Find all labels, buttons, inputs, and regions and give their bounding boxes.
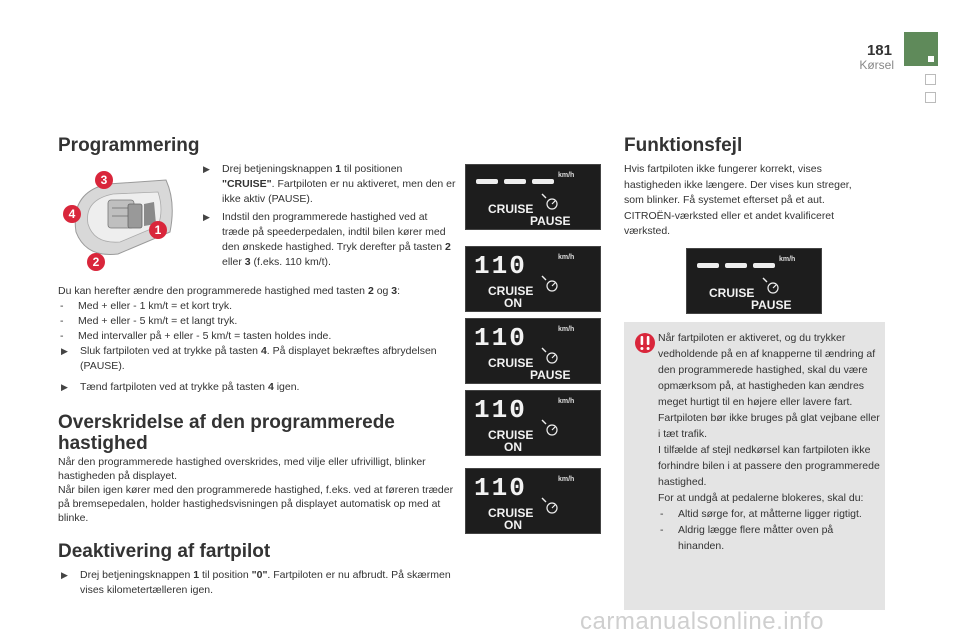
cruise-display-panel	[465, 468, 601, 534]
speed-dashes	[697, 263, 775, 268]
cruise-label: CRUISE	[488, 428, 534, 442]
watermark: carmanualsonline.info	[580, 608, 824, 635]
programmering-steps	[200, 162, 456, 270]
exclamation-icon	[634, 332, 656, 354]
cruise-display-panel	[686, 248, 822, 314]
speed-value: 110	[474, 395, 527, 425]
cruise-display-panel	[465, 390, 601, 456]
tab-mark	[928, 56, 934, 62]
state-label: ON	[504, 296, 522, 310]
triangle-bullet-icon: ▶	[61, 570, 68, 580]
list-item: ▶ Sluk fartpiloten ved at trykke på tasten 4. På displayet bekræftes afbrydelsen (PAUSE).	[61, 345, 437, 372]
speed-value: 110	[474, 473, 527, 503]
section-name: Kørsel	[859, 58, 894, 72]
section-title-overskridelse: Overskridelse af den programmerede hastighed	[58, 412, 395, 454]
callout-2: 2	[92, 255, 100, 269]
funktionsfejl-text: Hvis fartpiloten ikke fungerer korrekt, vises hastigheden ikke længere. Der vises kun streger, som blinker. Få systemet efterset på et aut. CITROËN-værksted eller et andet kvalificeret værksted.	[624, 163, 852, 237]
speed-change-intro: Du kan herefter ændre den programmerede hastighed med tasten 2 og 3:	[58, 285, 401, 297]
chapter-tab-empty	[925, 92, 936, 103]
speed-unit: km/h	[558, 172, 575, 179]
state-label: PAUSE	[751, 298, 792, 312]
triangle-bullet-icon: ▶	[203, 164, 210, 174]
cruise-label: CRUISE	[488, 284, 534, 298]
state-label: PAUSE	[530, 368, 571, 382]
triangle-bullet-icon: ▶	[61, 382, 68, 392]
warning-text: Når fartpiloten er aktiveret, og du trykker vedholdende på en af knapperne til ændring af den programmerede hastighed, skal du være opmærksom på, at hastigheden kan ændres meget hurtigt til en højere eller lavere fart. Fartpiloten bør ikke bruges på glat vejbane eller i tæt trafik. I tilfælde af stejl nedkørsel kan fartpiloten ikke forhindre bilen i at passere den programmerede hastighed. For at undgå at pedalerne blokeres, skal du: - Altid sørge for, at måtterne ligger rigtigt. - Aldrig lægge flere måtter oven på hinanden.	[658, 332, 880, 552]
steering-stalk-illustration	[58, 162, 182, 276]
speedometer-icon	[542, 276, 557, 291]
callout-3: 3	[100, 173, 108, 187]
list-item: - Altid sørge for, at måtterne ligger rigtigt.	[660, 508, 862, 520]
speedometer-icon	[763, 278, 778, 293]
state-label: PAUSE	[530, 214, 571, 228]
speed-unit: km/h	[558, 476, 575, 483]
state-label: ON	[504, 440, 522, 454]
speed-unit: km/h	[558, 254, 575, 261]
warning-box	[624, 322, 885, 610]
cruise-display-panel	[465, 164, 601, 230]
section-title-deaktivering: Deaktivering af fartpilot	[58, 541, 271, 562]
list-item: ▶ Drej betjeningsknappen 1 til position "0". Fartpiloten er nu afbrudt. På skærmen vises kilometertælleren igen.	[61, 569, 451, 596]
cruise-label: CRUISE	[709, 286, 755, 300]
section-title-funktionsfejl: Funktionsfejl	[624, 135, 743, 156]
chapter-tab	[904, 32, 938, 66]
speedometer-icon	[542, 194, 557, 209]
triangle-bullet-icon: ▶	[61, 346, 68, 356]
list-item: - Med + eller - 1 km/t = et kort tryk.	[60, 300, 233, 312]
list-item: ▶ Tænd fartpiloten ved at trykke på tasten 4 igen.	[61, 381, 300, 393]
speed-change-block	[58, 284, 458, 395]
state-label: ON	[504, 518, 522, 532]
speed-value: 110	[474, 251, 527, 281]
list-item: - Med + eller - 5 km/t = et langt tryk.	[60, 315, 238, 327]
page-number: 181	[866, 42, 892, 59]
speed-dashes	[476, 179, 554, 184]
list-item: ▶ Drej betjeningsknappen 1 til positionen "CRUISE". Fartpiloten er nu aktiveret, men den er ikke aktiv (PAUSE).	[203, 163, 456, 205]
chapter-tab-empty	[925, 74, 936, 85]
speed-unit: km/h	[558, 326, 575, 333]
speedometer-icon	[542, 348, 557, 363]
overskridelse-text: Når den programmerede hastighed overskrides, med vilje eller ufrivilligt, blinker hastigheden på displayet. Når bilen igen kører med den programmerede hastighed, f.eks. ved at føreren træder på bremsepedalen, holder hastighedsvisningen på displayet automatisk op med at blinke.	[58, 456, 454, 524]
cruise-label: CRUISE	[488, 506, 534, 520]
section-title-programmering: Programmering	[58, 135, 200, 156]
speedometer-icon	[542, 420, 557, 435]
list-item: - Med intervaller på + eller - 5 km/t = tasten holdes inde.	[60, 330, 332, 342]
cruise-label: CRUISE	[488, 356, 534, 370]
speed-value: 110	[474, 323, 527, 353]
triangle-bullet-icon: ▶	[203, 212, 210, 222]
speed-unit: km/h	[558, 398, 575, 405]
callout-1: 1	[154, 223, 162, 237]
cruise-display-panel	[465, 246, 601, 312]
callout-4: 4	[68, 207, 76, 221]
list-item: - Aldrig lægge flere måtter oven på hinanden.	[660, 524, 834, 552]
cruise-label: CRUISE	[488, 202, 534, 216]
cruise-display-panel	[465, 318, 601, 384]
speed-unit: km/h	[779, 256, 796, 263]
deaktivering-text	[58, 568, 458, 598]
list-item: ▶ Indstil den programmerede hastighed ved at træde på speederpedalen, indtil bilen kører med den ønskede hastighed. Tryk derefter på tasten 2 eller 3 (f.eks. 110 km/t).	[203, 211, 451, 268]
speedometer-icon	[542, 498, 557, 513]
